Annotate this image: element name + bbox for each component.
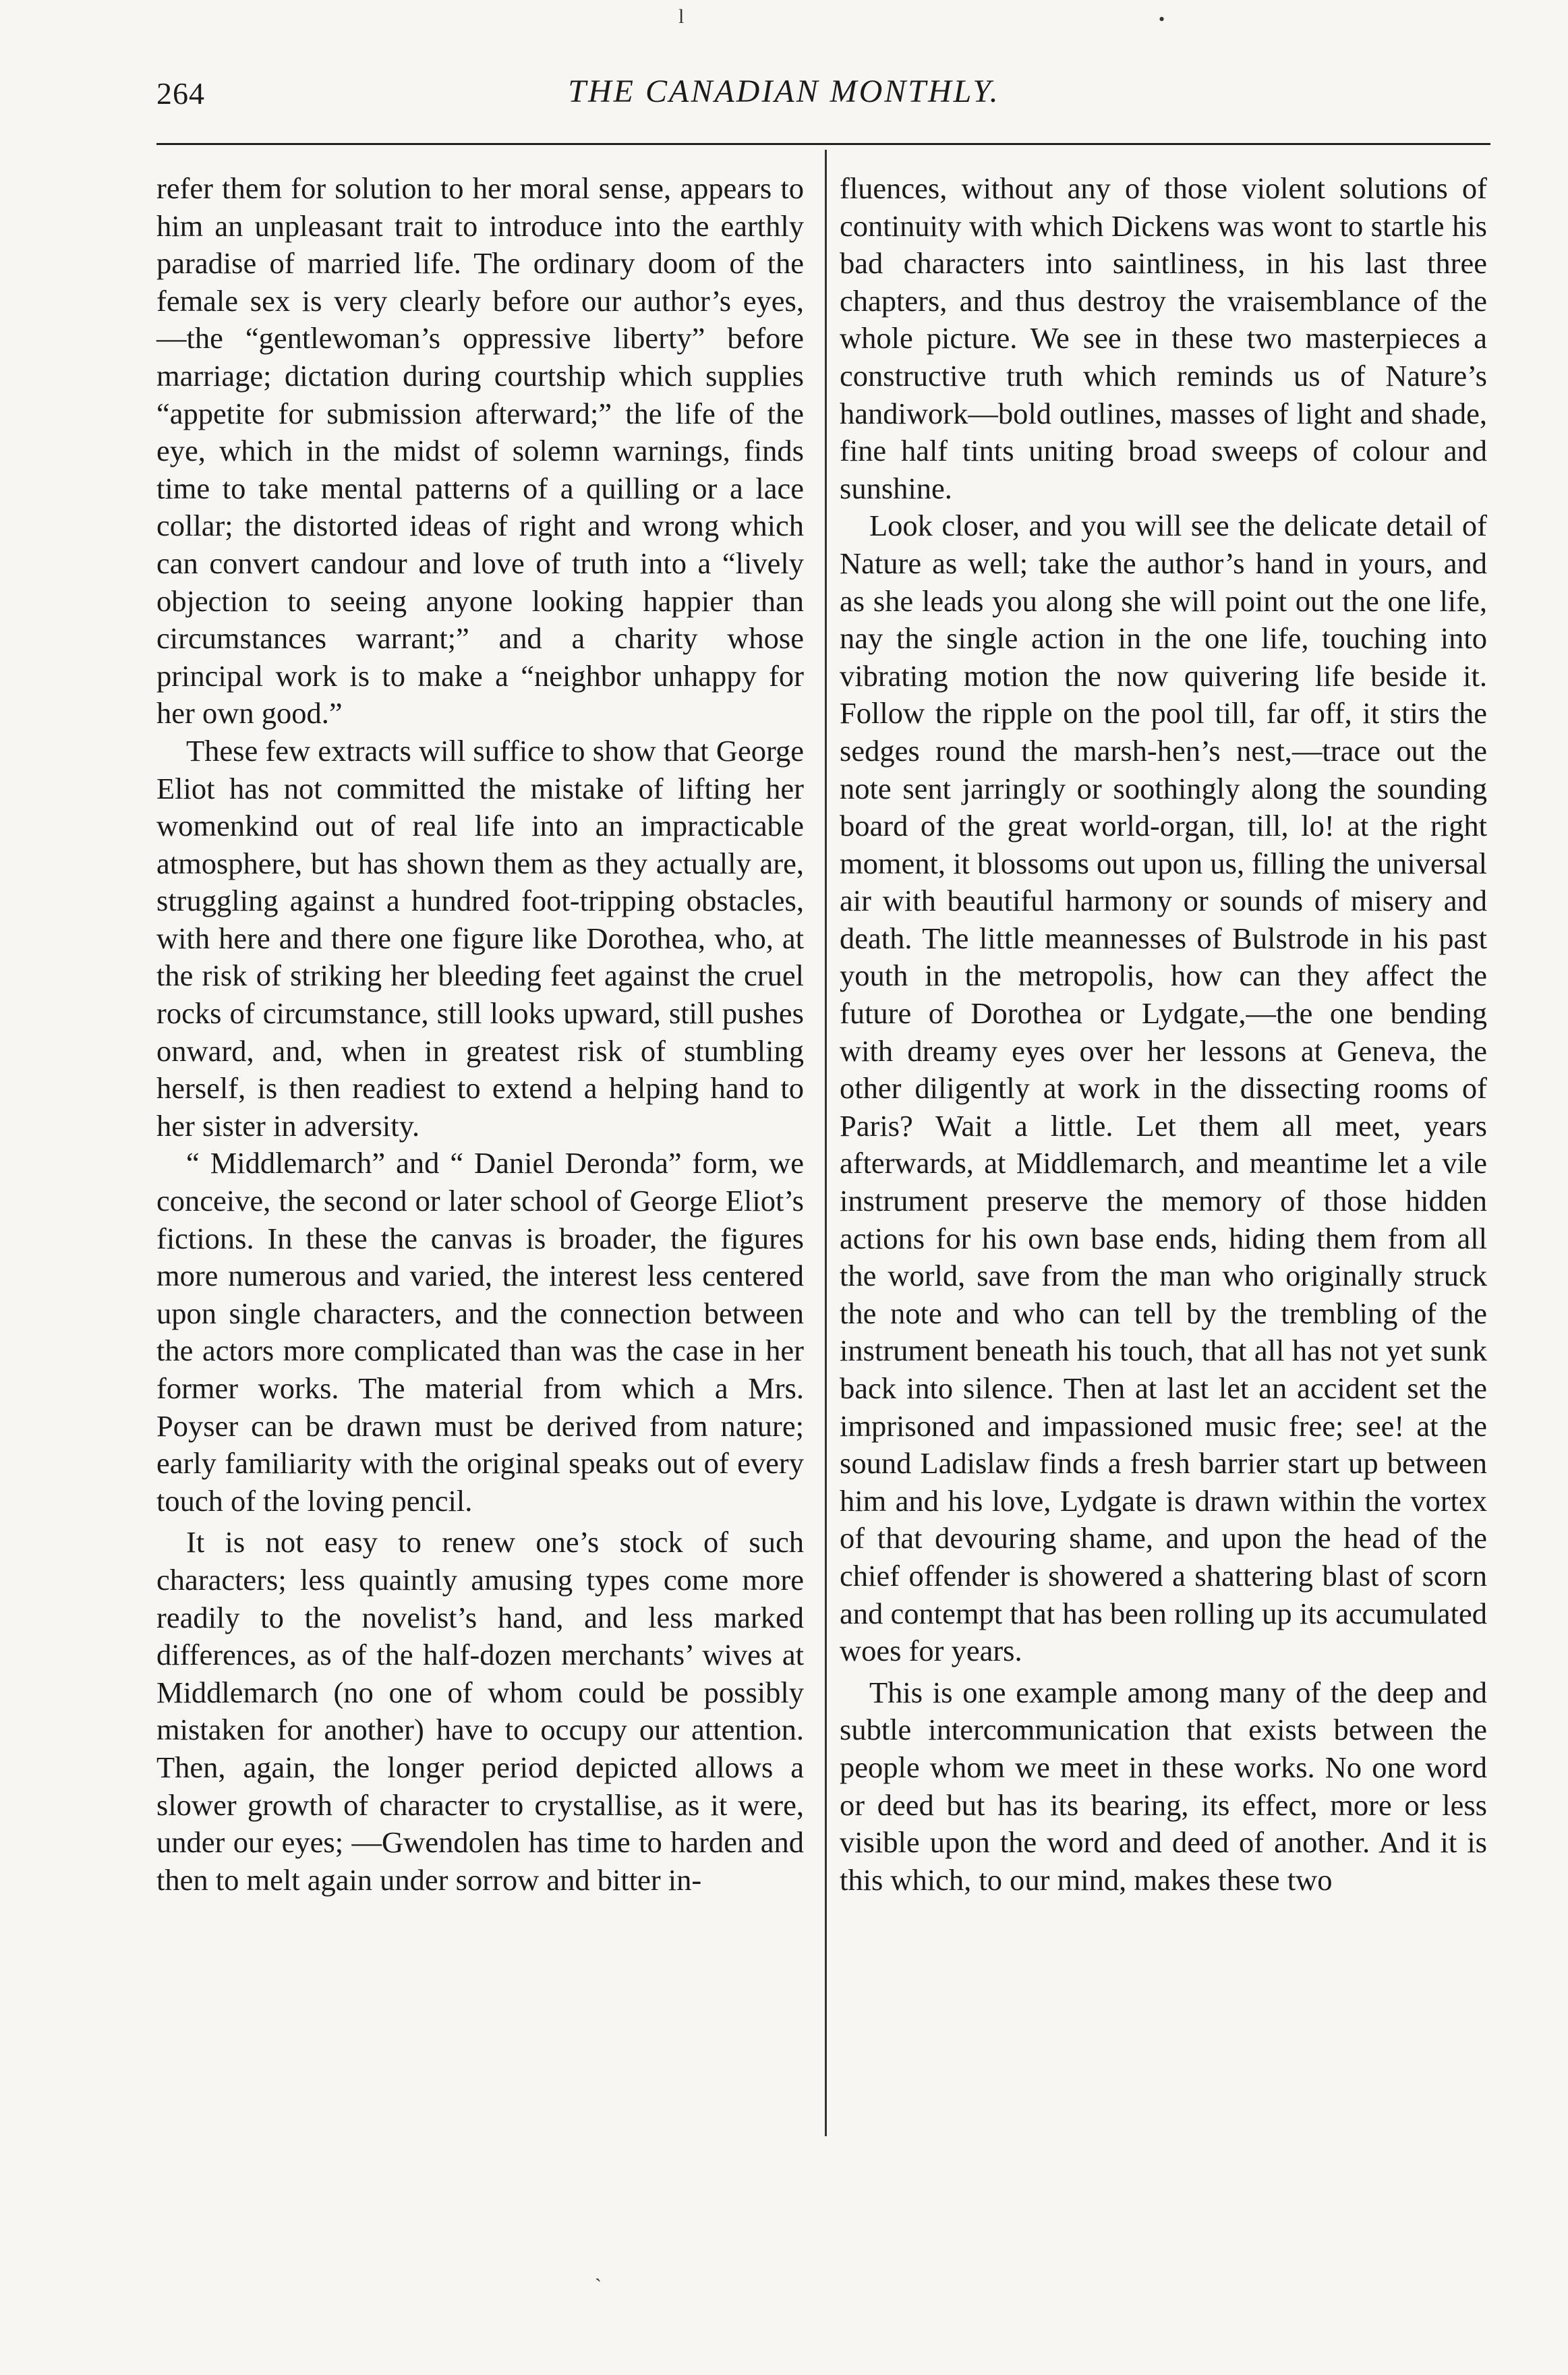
right-paragraph-3: This is one example among many of the deep and subtle intercommunication that exists between the people whom we meet in these works. No one word or deed but has its bearing, its effect, more or less visible upon the word and deed of another. And it is this which, to our mind, makes these two (840, 1675, 1487, 1897)
right-column (840, 170, 1487, 1899)
column-divider (825, 150, 827, 2136)
top-mark: l (678, 5, 685, 28)
left-paragraph-1: refer them for solution to her moral sense, appears to him an unpleasant trait to introduce into the earthly paradise of married life. The ordinary doom of the female sex is very clearly before our author’s eyes, —the “gentlewoman’s oppressive liberty” before marriage; dictation during courtship which supplies “appetite for submission afterward;” the life of the eye, which in the midst of solemn warnings, finds time to take mental patterns of a quilling or a lace collar; the distorted ideas of right and wrong which can convert candour and love of truth into a “lively objection to seeing anyone looking happier than circumstances warrant;” and a charity whose principal work is to make a “neighbor unhappy for her own good.” (156, 171, 804, 731)
top-dot: • (1159, 9, 1165, 29)
right-paragraph-2: Look closer, and you will see the delicate detail of Nature as well; take the author’s hand in yours, and as she leads you along she will point out the one life, nay the single action in the one life, touching into vibrating motion the now quivering life beside it. Follow the ripple on the pool till, far off, it stirs the sedges round the marsh-hen’s nest,—trace out the note sent jarringly or soothingly along the sounding board of the great world-organ, till, lo! at the right moment, it blossoms out upon us, filling the universal air with beautiful harmony or sounds of misery and death. The little meannesses of Bulstrode in his past youth in the metropolis, how can they affect the future of Dorothea or Lydgate,—the one bending with dreamy eyes over her lessons at Geneva, the other diligently at work in the dissecting rooms of Paris? Wait a little. Let them all meet, years afterwards, at Middlemarch, and meantime let a vile instrument preserve the memory of those hidden actions for his own base ends, hiding them from all the world, save from the man who originally struck the note and who can tell by the trembling of the instrument beneath his touch, that all has not yet sunk back into silence. Then at last let an accident set the imprisoned and impassioned music free; see! at the sound Ladislaw finds a fresh barrier start up between him and his love, Lydgate is drawn within the vortex of that devouring shame, and upon the head of the chief offender is showered a shattering blast of scorn and contempt that has been rolling up its accumulated woes for years. (840, 509, 1487, 1668)
left-paragraph-3: “ Middlemarch” and “ Daniel Deronda” form, we conceive, the second or later school of George Eliot’s fictions. In these the canvas is broader, the figures more numerous and varied, the interest less centered upon single characters, and the connection between the actors more complicated than was the case in her former works. The material from which a Mrs. Poyser can be drawn must be derived from nature; early familiarity with the original speaks out of every touch of the loving pencil. (156, 1146, 804, 1518)
left-paragraph-2: These few extracts will suffice to show that George Eliot has not committed the mistake of lifting her womenkind out of real life into an impracticable atmosphere, but has shown them as they actually are, struggling against a hundred foot-tripping obstacles, with here and there one figure like Dorothea, who, at the risk of striking her bleeding feet against the cruel rocks of circumstance, still looks upward, still pushes onward, and, when in greatest risk of stumbling herself, is then readiest to extend a helping hand to her sister in adversity. (156, 733, 804, 1143)
left-paragraph-4: It is not easy to renew one’s stock of such characters; less quaintly amusing types come more readily to the novelist’s hand, and less marked differences, as of the half-dozen merchants’ wives at Middlemarch (no one of whom could be possibly mistaken for another) have to occupy our attention. Then, again, the longer period depicted allows a slower growth of character to crystallise, as it were, under our eyes; —Gwendolen has time to harden and then to melt again under sorrow and bitter in- (156, 1525, 804, 1897)
right-paragraph-1: fluences, without any of those violent solutions of continuity with which Dickens was wont to startle his bad characters into saintliness, in his last three chapters, and thus destroy the vraisemblance of the whole picture. We see in these two masterpieces a constructive truth which reminds us of Nature’s handiwork—bold outlines, masses of light and shade, fine half tints uniting broad sweeps of colour and sunshine. (840, 171, 1487, 505)
page-number: 264 (156, 76, 205, 111)
header-rule (156, 143, 1490, 145)
bottom-mark: ˎ (595, 2260, 602, 2282)
running-title: THE CANADIAN MONTHLY. (568, 74, 1000, 109)
left-column (156, 170, 804, 1899)
